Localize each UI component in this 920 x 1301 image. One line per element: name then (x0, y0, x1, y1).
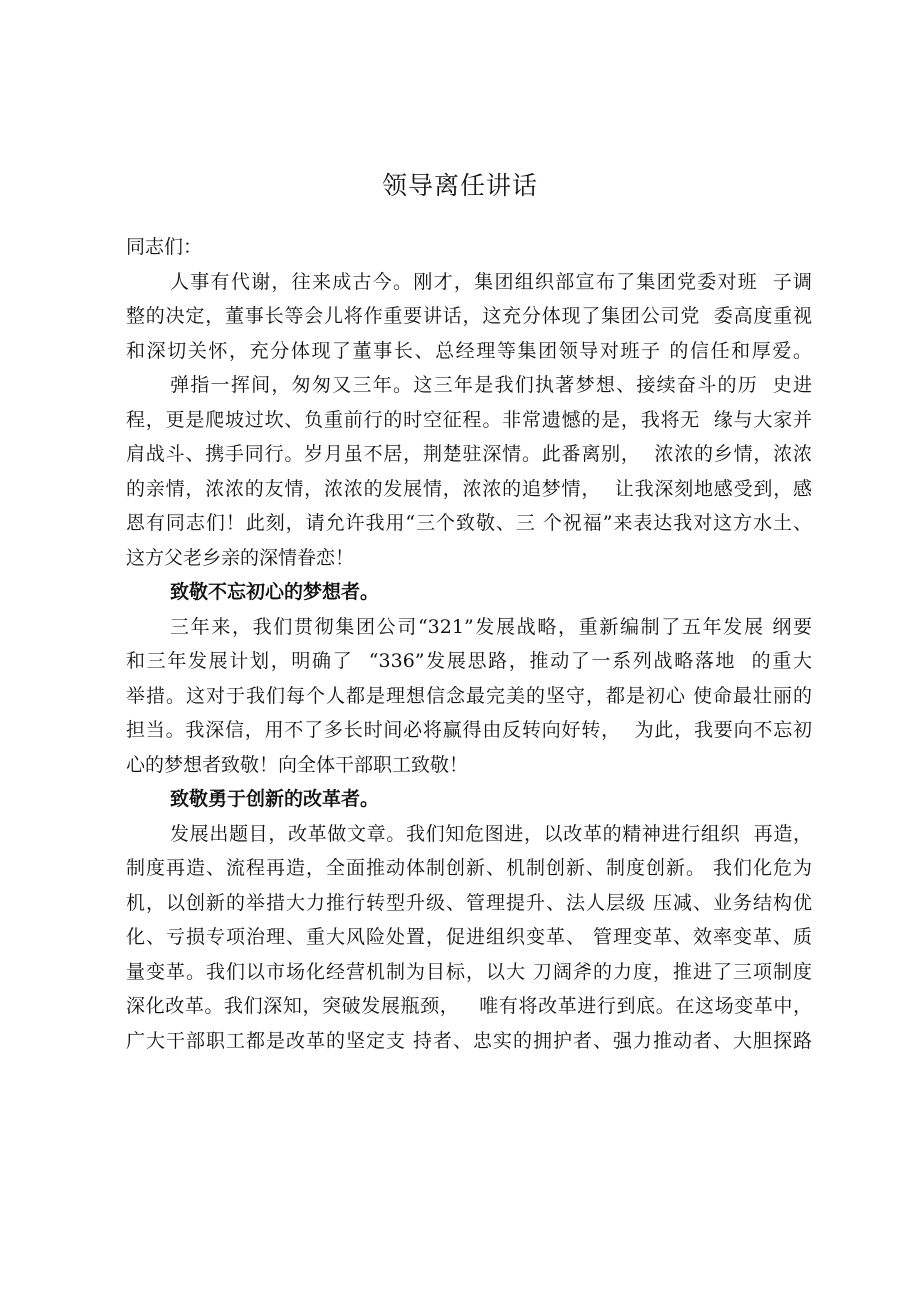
paragraph-line: 心的梦想者致敬！向全体干部职工致敬！ (126, 753, 469, 776)
paragraph-line: 恩有同志们！此刻，请允许我用“三个致敬、三 个祝福”来表达我对这方水土、 (126, 512, 812, 534)
paragraph-line: 深化改革。我们深知，突破发展瓶颈， 唯有将改革进行到底。在这场变革中， (126, 995, 812, 1017)
salutation: 同志们： (126, 236, 203, 258)
speech-body (126, 230, 812, 1058)
paragraph-line: 整的决定，董事长等会儿将作重要讲话，这充分体现了集团公司党 委高度重视 (126, 305, 812, 327)
paragraph-line: 和三年发展计划，明确了 “336”发展思路，推动了一系列战略落地 的重大 (126, 650, 812, 672)
paragraph-line: 三年来，我们贯彻集团公司“321”发展战略，重新编制了五年发展 纲要 (170, 615, 812, 638)
paragraph-line: 肩战斗、携手同行。岁月虽不居，荆楚驻深情。此番离别， 浓浓的乡情，浓浓 (126, 443, 812, 465)
paragraph-line: 机，以创新的举措大力推行转型升级、管理提升、法人层级 压减、业务结构优 (126, 891, 812, 914)
paragraph-line: 这方父老乡亲的深情眷恋！ (126, 546, 355, 569)
paragraph-line: 程，更是爬坡过坎、负重前行的时空征程。非常遗憾的是，我将无 缘与大家并 (126, 408, 812, 431)
paragraph-line: 发展出题目，改革做文章。我们知危图进，以改革的精神进行组织 再造， (170, 822, 812, 845)
paragraph-line: 广大干部职工都是改革的坚定支 持者、忠实的拥护者、强力推动者、大胆探路 (126, 1029, 812, 1052)
section-heading: 致敬勇于创新的改革者。 (170, 788, 380, 810)
section-heading: 致敬不忘初心的梦想者。 (170, 581, 380, 603)
paragraph-line: 的亲情，浓浓的友情，浓浓的发展情，浓浓的追梦情， 让我深刻地感受到，感 (126, 477, 812, 500)
paragraph-line: 人事有代谢，往来成古今。刚才，集团组织部宣布了集团党委对班 子调 (170, 270, 812, 293)
paragraph-line: 化、亏损专项治理、重大风险处置，促进组织变革、 管理变革、效率变革、质 (126, 926, 812, 948)
paragraph-line: 量变革。我们以市场化经营机制为目标，以大 刀阔斧的力度，推进了三项制度 (126, 960, 812, 983)
paragraph-line: 担当。我深信，用不了多长时间必将赢得由反转向好转， 为此，我要向不忘初 (126, 719, 812, 741)
paragraph-line: 举措。这对于我们每个人都是理想信念最完美的坚守，都是初心 使命最壮丽的 (126, 684, 812, 707)
paragraph-line: 制度再造、流程再造，全面推动体制创新、机制创新、制度创新。 我们化危为 (126, 857, 812, 879)
paragraph-line: 弹指一挥间，匆匆又三年。这三年是我们执著梦想、接续奋斗的历 史进 (170, 374, 812, 396)
page-title: 领导离任讲话 (381, 171, 538, 200)
paragraph-line: 和深切关怀，充分体现了董事长、总经理等集团领导对班子 的信任和厚爱。 (126, 339, 812, 362)
